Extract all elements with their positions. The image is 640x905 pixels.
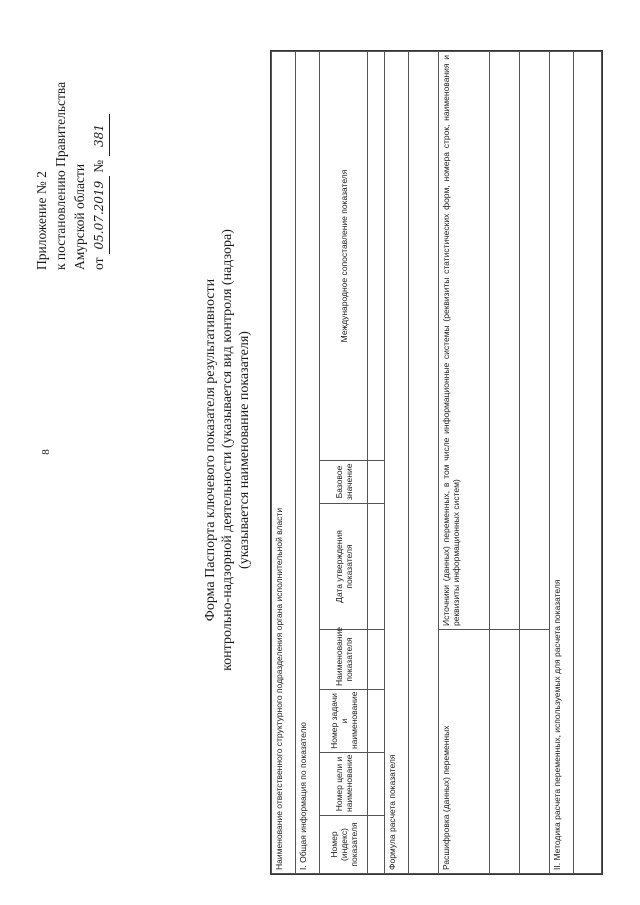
resolution-label: к постановлению Правительства (53, 81, 68, 270)
variables-decode-label: Расшифровка (данных) переменных (439, 630, 489, 874)
variables-sources-label: Источники (данных) переменных, в том числе информационные системы (реквизиты статистических форм, номера строк, наименования и реквизиты информационных систем) (439, 52, 489, 630)
date-prefix: от (91, 257, 106, 270)
header-base-value: Базовое значение (320, 461, 368, 504)
section-general-info: I. Общая информация по показателю (296, 52, 320, 874)
cell-empty (368, 630, 385, 690)
page-number: 8 (40, 449, 52, 455)
cell-empty (368, 753, 385, 816)
number-label: № (91, 159, 106, 173)
cell-empty (573, 52, 601, 874)
approval-stamp (32, 10, 110, 270)
cell-empty (368, 816, 385, 874)
section-methodology: II. Методика расчета переменных, используемых для расчета показателя (549, 52, 573, 874)
appendix-label: Приложение № 2 (34, 171, 49, 270)
header-goal: Номер цели и наименование (320, 753, 368, 816)
header-indicator-number: Номер (индекс) показателя (320, 816, 368, 874)
header-international: Международное сопоставление показателя (320, 52, 368, 461)
formula-value (409, 52, 439, 874)
cell-empty (519, 52, 549, 630)
cell-empty (368, 52, 385, 461)
document-title (202, 130, 253, 770)
rotated-page-content (20, 10, 620, 880)
header-task: Номер задачи и наименование (320, 690, 368, 753)
region-label: Амурской области (72, 163, 87, 270)
approval-number: 381 (90, 115, 110, 157)
cell-empty (368, 690, 385, 753)
cell-empty (519, 630, 549, 874)
approval-date: 05.07.2019 (90, 176, 110, 254)
title-line-2: контрольно-надзорной деятельности (указывается вид контроля (надзора) (220, 229, 235, 671)
cell-empty (489, 630, 519, 874)
approval-date-line (89, 10, 110, 270)
passport-form-table (270, 50, 603, 875)
title-line-3: (указывается наименование показателя) (237, 331, 252, 569)
cell-empty (368, 504, 385, 630)
cell-empty (489, 52, 519, 630)
title-line-1: Форма Паспорта ключевого показателя результативности (203, 278, 218, 622)
header-indicator-name: Наименование показателя (320, 630, 368, 690)
formula-label: Формула расчета показателя (385, 52, 409, 874)
cell-empty (368, 461, 385, 504)
header-approval-date: Дата утверждения показателя (320, 504, 368, 630)
responsible-unit-row: Наименование ответственного структурного подразделения органа исполнительной власти (272, 52, 296, 874)
